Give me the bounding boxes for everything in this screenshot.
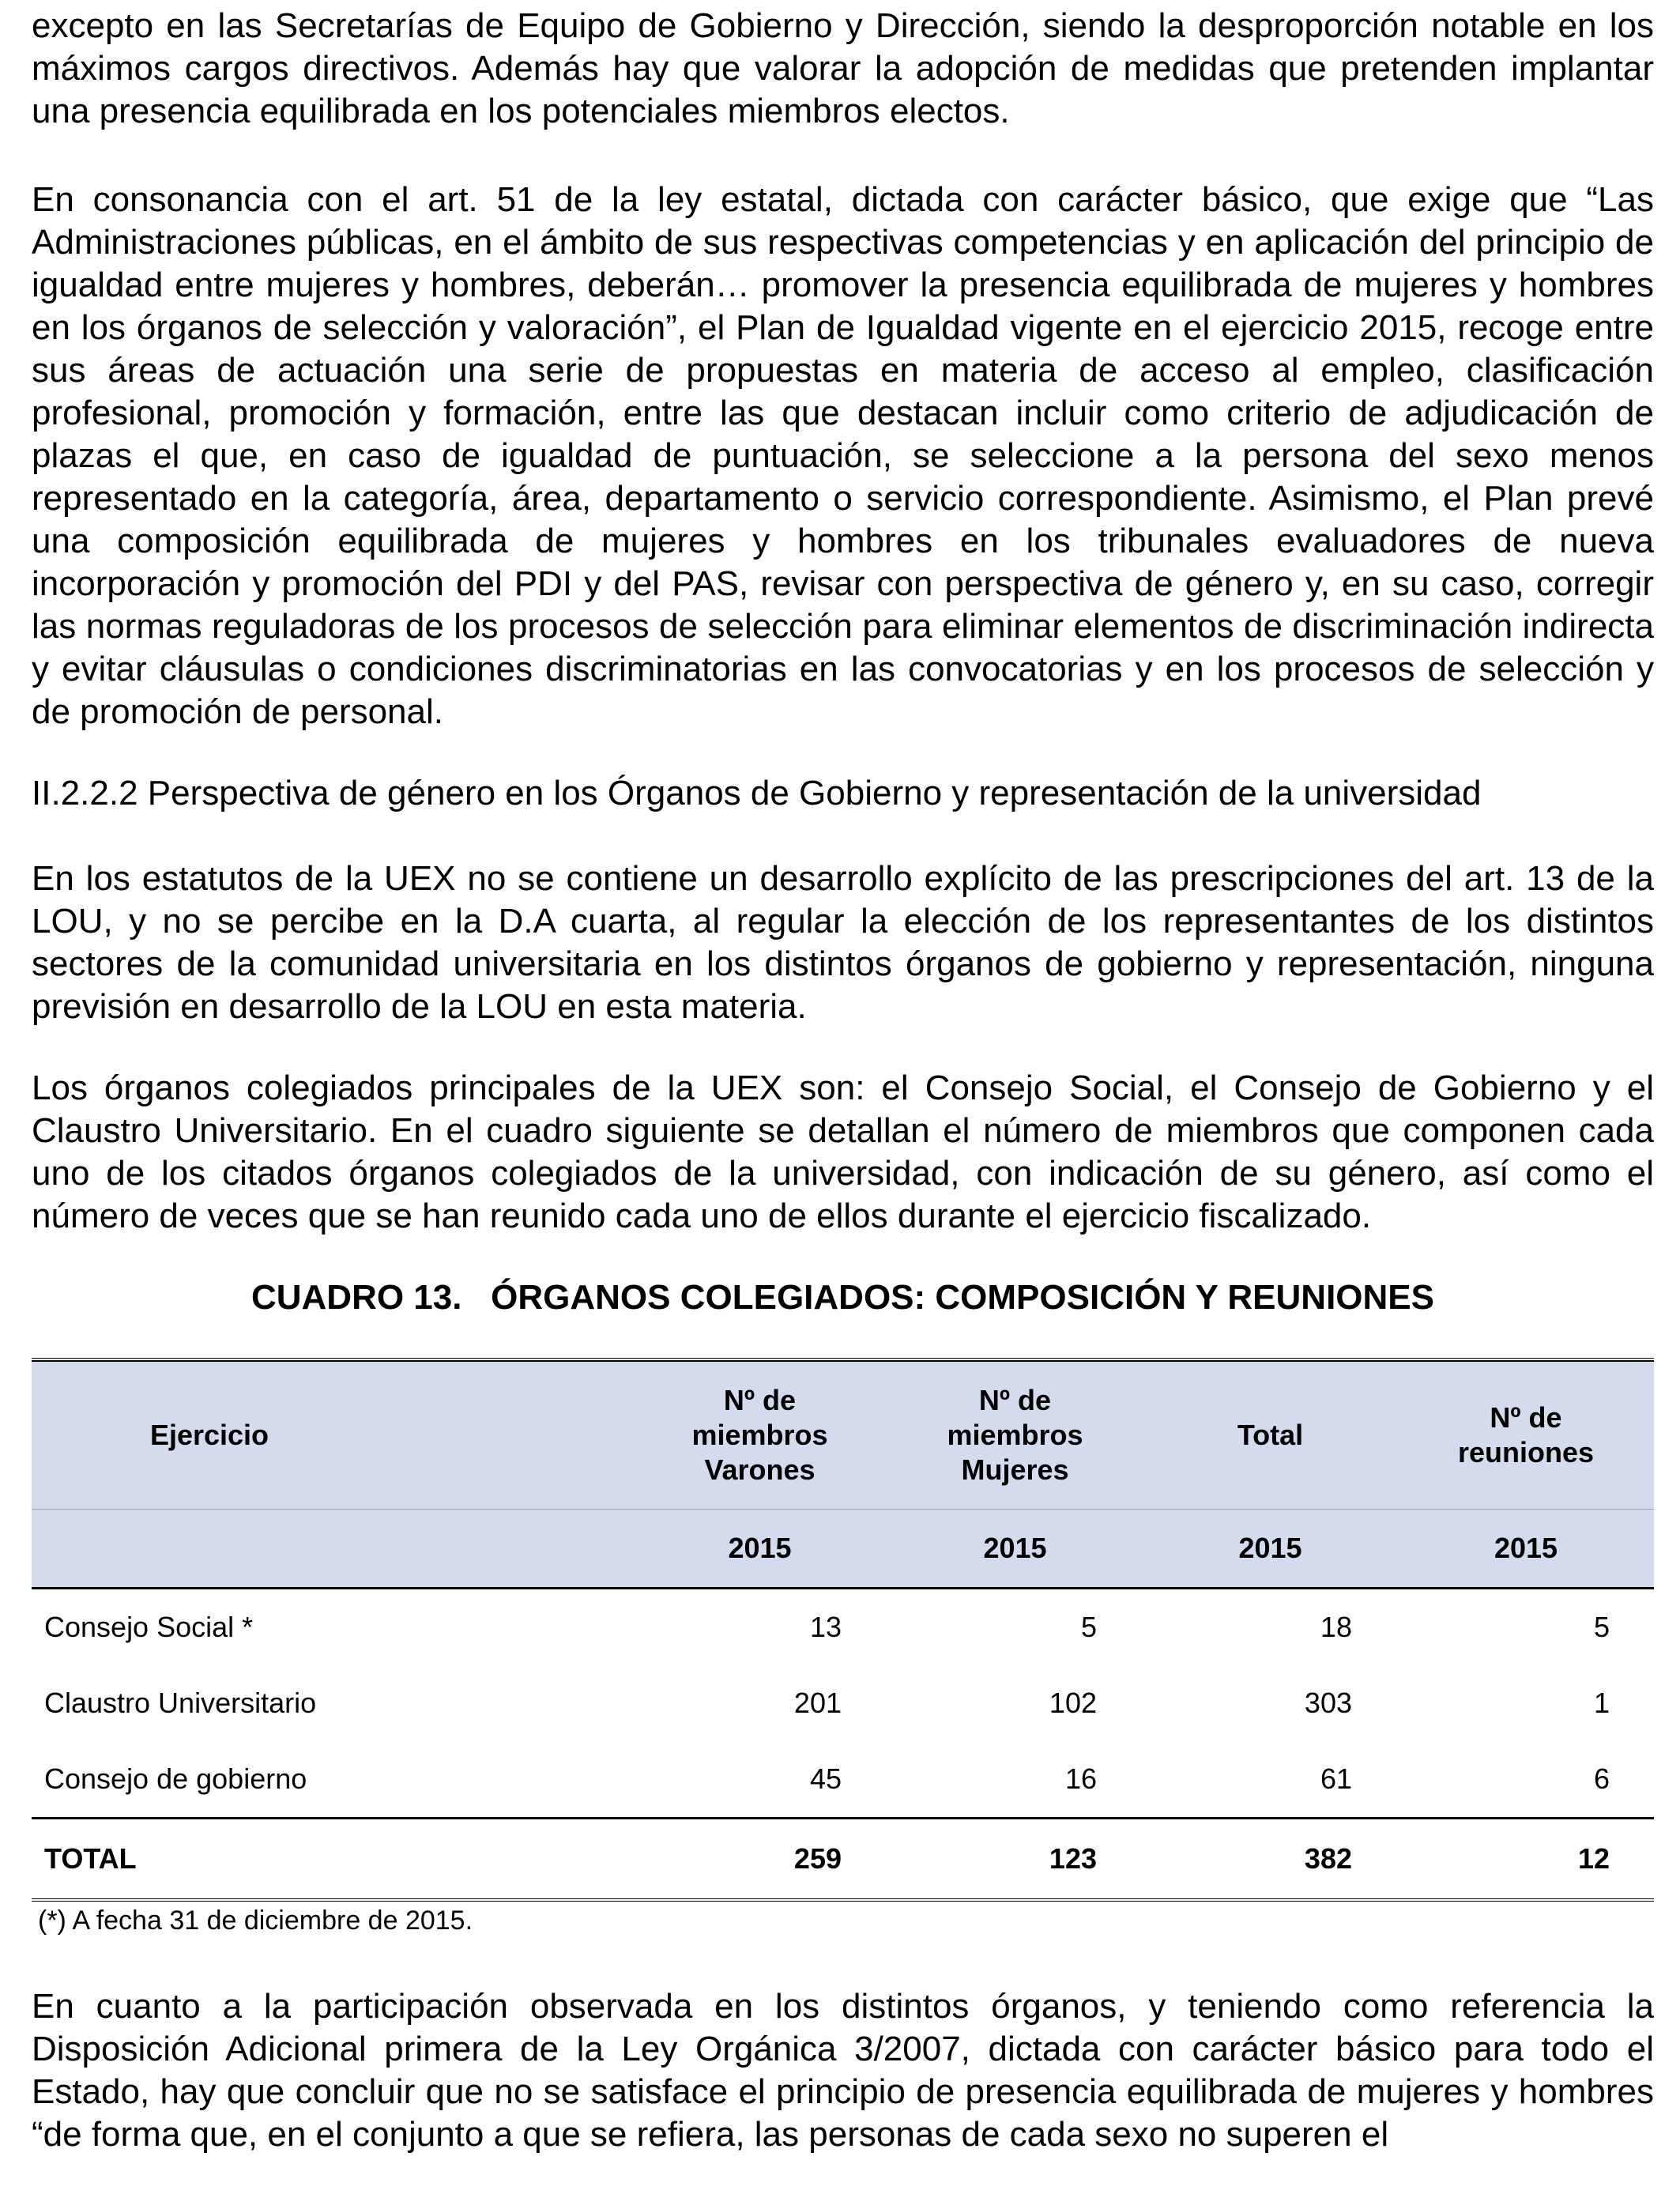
row-mujeres: 16: [1064, 1762, 1097, 1795]
table-year-row: [32, 1510, 1654, 1589]
paragraph-4: Los órganos colegiados principales de la UEX son: el Consejo Social, el Consejo de Gobierno y el Claustro Universitario. En el cuadro siguiente se detallan el número de miembros que componen cada uno de los citados órganos colegiados de la universidad, con indicación de su género, así como el número de veces que se han reunido cada uno de ellos durante el ejercicio fiscalizado.: [32, 1069, 1654, 1235]
total-label: TOTAL: [44, 1842, 137, 1875]
year-reuniones: 2015: [1398, 1510, 1654, 1589]
table-row: [32, 1665, 1654, 1741]
table-container: [32, 1358, 1654, 1902]
table-row: [32, 1741, 1654, 1819]
table-footnote: (*) A fecha 31 de diciembre de 2015.: [38, 1906, 473, 1936]
paragraph-3: En los estatutos de la UEX no se contiene un desarrollo explícito de las prescripciones del art. 13 de la LOU, y no se percibe en la D.A cuarta, al regular la elección de los representantes de los distintos sectores de la comunidad universitaria en los distintos órganos de gobierno y representación, ninguna previsión en desarrollo de la LOU en esta materia.: [32, 859, 1654, 1026]
row-total: 18: [1320, 1611, 1352, 1643]
table-header-row: [32, 1362, 1654, 1510]
header-reuniones: Nº de reuniones: [1398, 1362, 1654, 1510]
row-varones: 45: [809, 1762, 842, 1795]
header-mujeres: Nº de miembros Mujeres: [887, 1362, 1143, 1510]
row-varones: 13: [809, 1611, 842, 1643]
row-reuniones: 5: [1593, 1611, 1610, 1643]
row-name: Consejo Social *: [44, 1611, 254, 1643]
section-heading: II.2.2.2 Perspectiva de género en los Órganos de Gobierno y representación de la universidad: [32, 774, 1482, 812]
year-mujeres: 2015: [887, 1510, 1143, 1589]
row-total: 61: [1320, 1762, 1352, 1795]
row-reuniones: 6: [1593, 1762, 1610, 1795]
row-varones: 201: [793, 1687, 842, 1719]
table-total-row: [32, 1819, 1654, 1899]
table-title: CUADRO 13. ÓRGANOS COLEGIADOS: COMPOSICIÓN Y REUNIONES: [250, 1278, 1434, 1317]
row-total: 303: [1304, 1687, 1352, 1719]
paragraph-2: En consonancia con el art. 51 de la ley estatal, dictada con carácter básico, que exige que “Las Administraciones públicas, en el ámbito de sus respectivas competencias y en aplicación del principio de igualdad entre mujeres y hombres, deberán… promover la presencia equilibrada de mujeres y hombres en los órganos de selección y valoración”, el Plan de Igualdad vigente en el ejercicio 2015, recoge entre sus áreas de actuación una serie de propuestas en materia de acceso al empleo, clasificación profesional, promoción y formación, entre las que destacan incluir como criterio de adjudicación de plazas el que, en caso de igualdad de puntuación, se seleccione a la persona del sexo menos representado en la categoría, área, departamento o servicio correspondiente. Asimismo, el Plan prevé una composición equilibrada de mujeres y hombres en los tribunales evaluadores de nueva incorporación y promoción del PDI y del PAS, revisar con perspectiva de género y, en su caso, corregir las normas reguladoras de los procesos de selección para eliminar elementos de discriminación indirecta y evitar cláusulas o condiciones discriminatorias en las convocatorias y en los procesos de selección y de promoción de personal.: [32, 180, 1654, 731]
year-total: 2015: [1143, 1510, 1398, 1589]
row-mujeres: 5: [1080, 1611, 1097, 1643]
paragraph-1: excepto en las Secretarías de Equipo de Gobierno y Dirección, siendo la desproporción notable en los máximos cargos directivos. Además hay que valorar la adopción de medidas que pretenden implantar una presencia equilibrada en los potenciales miembros electos.: [32, 6, 1654, 130]
row-mujeres: 102: [1049, 1687, 1097, 1719]
organos-table: [32, 1362, 1654, 1898]
header-varones: Nº de miembros Varones: [632, 1362, 887, 1510]
row-reuniones: 1: [1593, 1687, 1610, 1719]
total-reuniones: 12: [1577, 1842, 1610, 1875]
header-ejercicio: Ejercicio: [32, 1362, 632, 1510]
header-total: Total: [1143, 1362, 1398, 1510]
row-name: Claustro Universitario: [44, 1687, 317, 1719]
total-varones: 259: [793, 1842, 842, 1875]
total-mujeres: 123: [1049, 1842, 1097, 1875]
paragraph-5: En cuanto a la participación observada en los distintos órganos, y teniendo como referencia la Disposición Adicional primera de la Ley Orgánica 3/2007, dictada con carácter básico para todo el Estado, hay que concluir que no se satisface el principio de presencia equilibrada de mujeres y hombres “de forma que, en el conjunto a que se refiera, las personas de cada sexo no superen el: [32, 1987, 1654, 2154]
total-total: 382: [1304, 1842, 1352, 1875]
row-name: Consejo de gobierno: [44, 1762, 307, 1795]
year-varones: 2015: [632, 1510, 887, 1589]
table-row: [32, 1589, 1654, 1666]
